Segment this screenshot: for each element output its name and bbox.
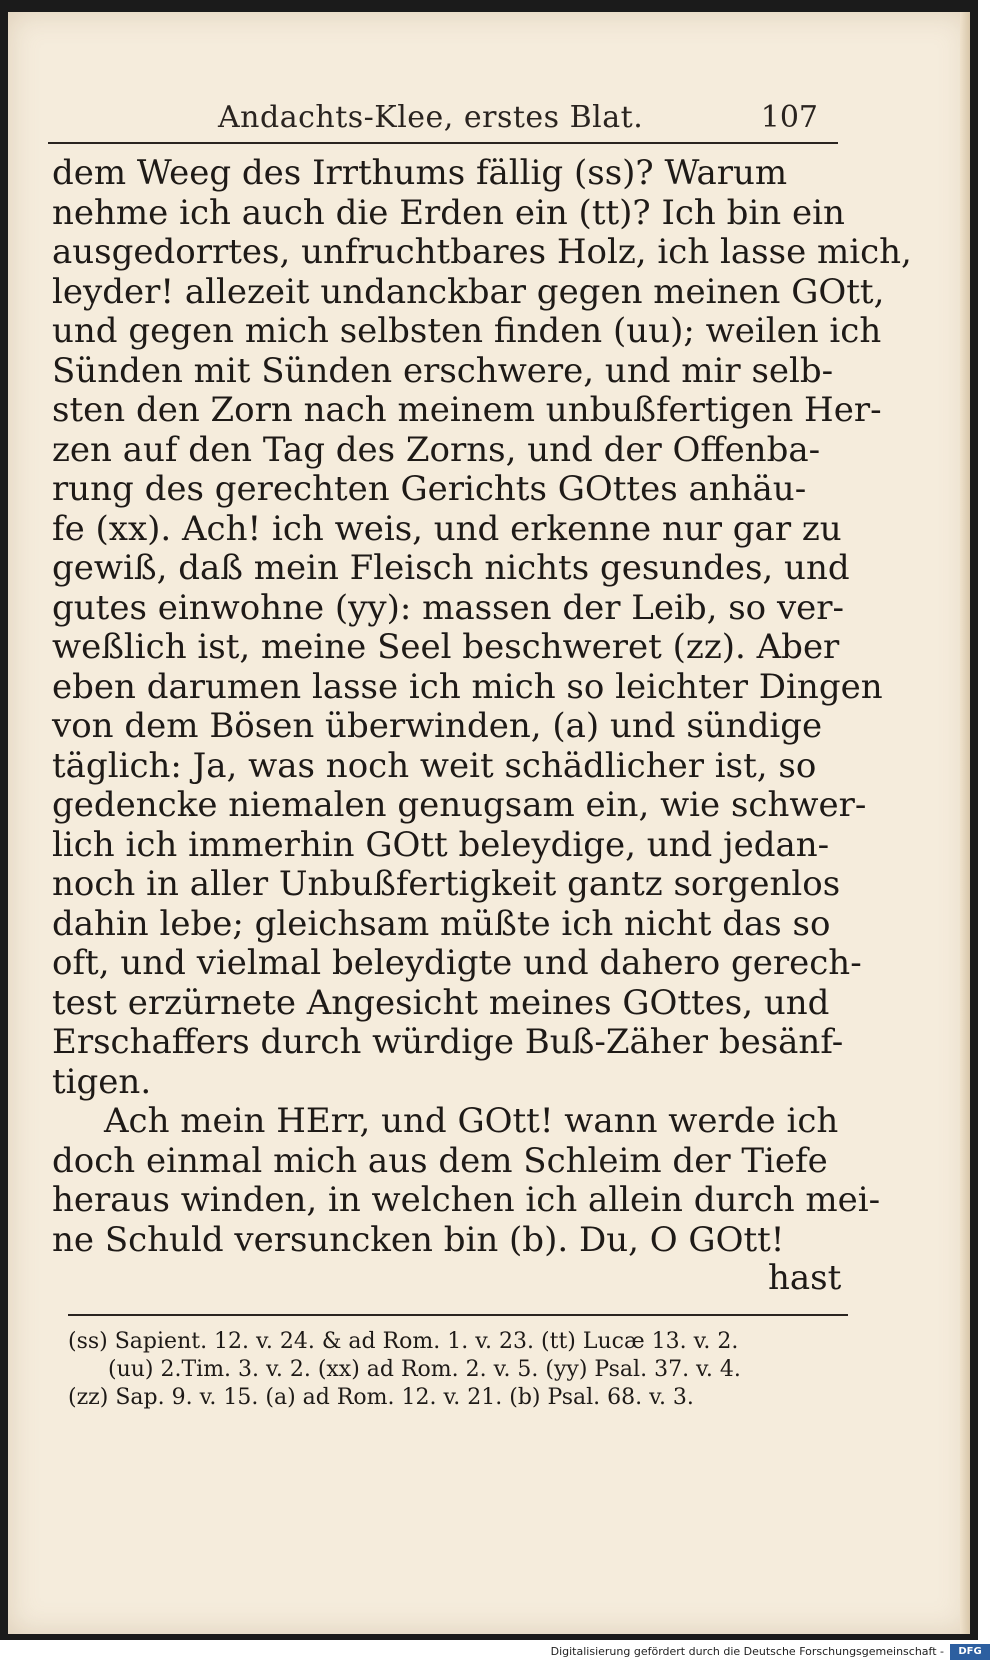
dfg-logo: DFG [950, 1644, 990, 1660]
running-title: Andachts-Klee, erstes Blat. [218, 100, 644, 135]
body-text [52, 153, 912, 1260]
text-line: leyder! allezeit undanckbar gegen meinen GOtt, [52, 271, 885, 312]
text-line: tigen. [52, 1061, 152, 1102]
text-line: Erschaffers durch würdige Buß-Zäher besänf- [52, 1022, 844, 1062]
text-line: fe (xx). Ach! ich weis, und erkenne nur gar zu [52, 508, 842, 549]
text-line: täglich: Ja, was noch weit schädlicher ist, so [52, 745, 817, 786]
text-line: ausgedorrtes, unfruchtbares Holz, ich lasse mich, [52, 232, 912, 272]
text-line: lich ich immerhin GOtt beleydige, und jedan- [52, 824, 830, 865]
text-line: nehme ich auch die Erden ein (tt)? Ich bin ein [52, 192, 845, 233]
footnote-line: (ss) Sapient. 12. v. 24. & ad Rom. 1. v. 23. (tt) Lucæ 13. v. 2. [68, 1329, 739, 1354]
text-line: oft, und vielmal beleydigte und dahero gerech- [52, 943, 862, 983]
page-header [48, 100, 838, 144]
text-line: gedencke niemalen genugsam ein, wie schwer- [52, 785, 867, 825]
text-line: ne Schuld versuncken bin (b). Du, O GOtt! [52, 1219, 785, 1260]
text-line: und gegen mich selbsten finden (uu); weilen ich [52, 311, 882, 351]
text-line: Ach mein HErr, und GOtt! wann werde ich [104, 1101, 839, 1141]
footer-bar [0, 1642, 1000, 1665]
text-line: noch in aller Unbußfertigkeit gantz sorgenlos [52, 864, 841, 904]
footnote-rule [68, 1314, 848, 1316]
text-line: zen auf den Tag des Zorns, und der Offenba- [52, 429, 821, 470]
text-line: dahin lebe; gleichsam müßte ich nicht das so [52, 903, 831, 944]
text-line: sten den Zorn nach meinem unbußfertigen Her- [52, 390, 882, 430]
text-line: rung des gerechten Gerichts GOttes anhäu- [52, 469, 807, 509]
funding-credit: Digitalisierung gefördert durch die Deutsche Forschungsgemeinschaft - [550, 1645, 944, 1658]
text-line: test erzürnete Angesicht meines GOttes, und [52, 982, 830, 1023]
header-rule [48, 142, 838, 144]
footnote-line: (zz) Sap. 9. v. 15. (a) ad Rom. 12. v. 21. (b) Psal. 68. v. 3. [68, 1385, 694, 1410]
text-line: dem Weeg des Irrthums fällig (ss)? Warum [52, 153, 788, 193]
text-line: doch einmal mich aus dem Schleim der Tiefe [52, 1140, 828, 1181]
footnote-line: (uu) 2.Tim. 3. v. 2. (xx) ad Rom. 2. v. 5. (yy) Psal. 37. v. 4. [108, 1357, 741, 1382]
page-number: 107 [760, 100, 818, 135]
text-line: gewiß, daß mein Fleisch nichts gesundes, und [52, 548, 850, 588]
text-line: Sünden mit Sünden erschwere, und mir selb- [52, 350, 834, 391]
text-line: von dem Bösen überwinden, (a) und sündige [52, 706, 823, 746]
page-edge [960, 12, 970, 1634]
text-line: eben darumen lasse ich mich so leichter Dingen [52, 666, 883, 707]
footnotes [68, 1328, 858, 1412]
text-line: heraus winden, in welchen ich allein durch mei- [52, 1180, 881, 1220]
catchword: hast [768, 1258, 842, 1298]
book-page [8, 12, 970, 1634]
text-line: weßlich ist, meine Seel beschweret (zz). Aber [52, 627, 840, 667]
text-line: gutes einwohne (yy): massen der Leib, so ver- [52, 587, 845, 628]
